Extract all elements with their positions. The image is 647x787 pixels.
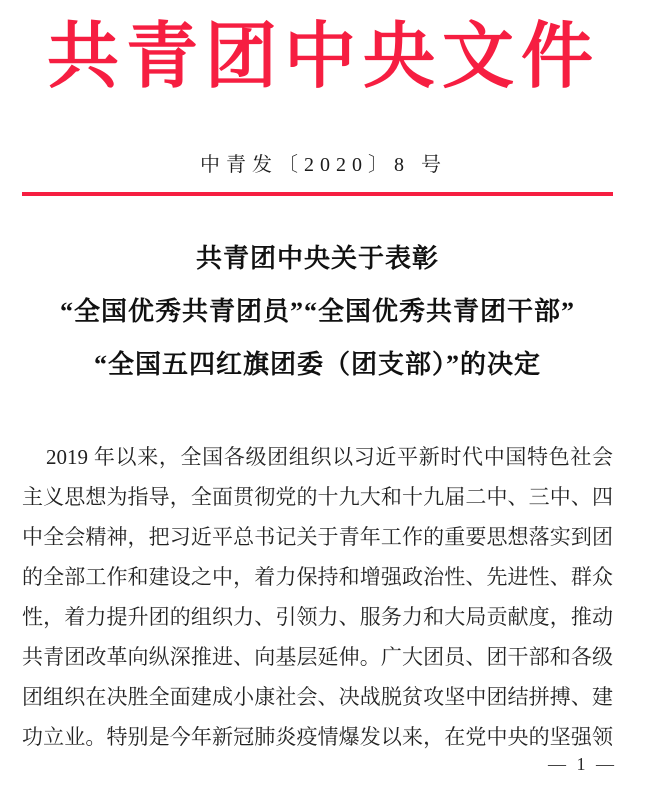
document-title-line-1: 共青团中央关于表彰 <box>195 244 439 273</box>
document-title <box>22 232 613 391</box>
body-paragraph <box>22 437 613 757</box>
body-line: 中全会精神，把习近平总书记关于青年工作的重要思想落实到团 <box>22 525 613 549</box>
body-line: 团组织在决胜全面建成小康社会、决战脱贫攻坚中团结拼搏、建 <box>22 685 613 709</box>
body-line: 性，着力提升团的组织力、引领力、服务力和大局贡献度，推动 <box>22 605 613 629</box>
red-divider-line <box>22 192 613 196</box>
document-title-line-2: “全国优秀共青团员”“全国优秀共青团干部” <box>59 297 575 326</box>
body-line: 的全部工作和建设之中，着力保持和增强政治性、先进性、群众 <box>22 565 613 589</box>
document-number: 中青发〔2020〕8 号 <box>200 154 447 176</box>
page-number: — 1 — <box>548 754 617 774</box>
body-line: 2019 年以来，全国各级团组织以习近平新时代中国特色社会 <box>46 445 613 469</box>
body-line: 主义思想为指导，全面贯彻党的十九大和十九届二中、三中、四 <box>22 485 613 509</box>
document-title-line-3: “全国五四红旗团委（团支部）”的决定 <box>93 350 541 379</box>
content-column <box>0 192 647 757</box>
letterhead-title: 共青团中央文件 <box>46 17 600 97</box>
body-line: 功立业。特别是今年新冠肺炎疫情爆发以来，在党中央的坚强领 <box>22 725 613 749</box>
body-line: 共青团改革向纵深推进、向基层延伸。广大团员、团干部和各级 <box>22 645 613 669</box>
